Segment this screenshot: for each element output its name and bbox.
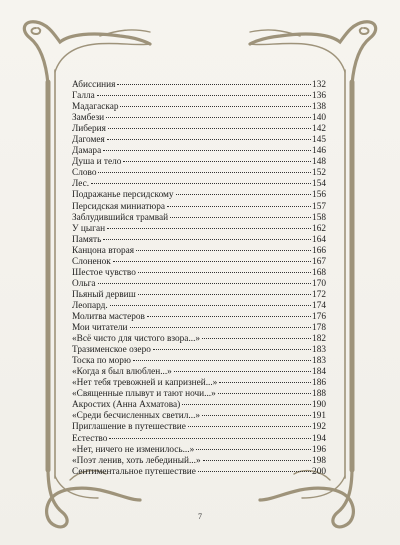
toc-entry-page: 164 <box>312 234 326 245</box>
dot-leader <box>202 338 311 339</box>
toc-entry-page: 162 <box>312 223 326 234</box>
toc-entry <box>72 411 326 422</box>
toc-entry-title: Память <box>72 234 102 245</box>
toc-entry-page: 166 <box>312 245 326 256</box>
dot-leader <box>123 161 311 162</box>
toc-entry <box>72 356 326 367</box>
toc-entry-title: Сентиментальное путешествие <box>72 466 196 477</box>
dot-leader <box>130 327 312 328</box>
toc-entry-page: 182 <box>312 334 326 345</box>
toc-entry <box>72 434 326 445</box>
toc-entry <box>72 345 326 356</box>
toc-entry <box>72 257 326 268</box>
toc-entry-title: «Нет тебя тревожней и капризней...» <box>72 378 218 389</box>
toc-entry-page: 148 <box>312 157 326 168</box>
toc-entry <box>72 146 326 157</box>
toc-entry <box>72 290 326 301</box>
toc-entry <box>72 235 326 246</box>
dot-leader <box>117 84 311 85</box>
toc-entry <box>72 268 326 279</box>
toc-entry <box>72 301 326 312</box>
toc-entry-title: Акростих (Анна Ахматова) <box>72 400 181 411</box>
toc-entry-page: 188 <box>312 389 326 400</box>
toc-entry <box>72 179 326 190</box>
dot-leader <box>176 194 311 195</box>
toc-entry-page: 157 <box>312 201 326 212</box>
toc-entry <box>72 389 326 400</box>
dot-leader <box>97 95 311 96</box>
toc-entry-title: Заблудившийся трамвай <box>72 212 169 223</box>
toc-entry-page: 158 <box>312 212 326 223</box>
toc-entry-title: Мадагаскар <box>72 102 119 113</box>
dot-leader <box>107 139 311 140</box>
toc-entry <box>72 135 326 146</box>
toc-entry <box>72 367 326 378</box>
toc-entry-title: Лес. <box>72 179 90 190</box>
toc-entry <box>72 91 326 102</box>
dot-leader <box>91 183 311 184</box>
toc-entry-title: Канцона вторая <box>72 245 135 256</box>
toc-entry-page: 194 <box>312 433 326 444</box>
dot-leader <box>202 415 311 416</box>
toc-entry-page: 198 <box>312 455 326 466</box>
dot-leader <box>138 294 311 295</box>
toc-entry-title: Дагомея <box>72 135 105 146</box>
toc-entry <box>72 323 326 334</box>
dot-leader <box>120 106 311 107</box>
toc-entry-title: Тразименское озеро <box>72 345 151 356</box>
toc-entry-page: 186 <box>312 378 326 389</box>
toc-entry <box>72 378 326 389</box>
dot-leader <box>147 316 311 317</box>
toc-entry <box>72 202 326 213</box>
toc-entry-page: 154 <box>312 179 326 190</box>
frame-top-right-scroll <box>250 22 376 84</box>
toc-entry <box>72 157 326 168</box>
dot-leader <box>174 371 311 372</box>
toc-entry <box>72 213 326 224</box>
frame-top-left-scroll <box>24 22 150 84</box>
toc-entry-page: 192 <box>312 422 326 433</box>
toc-entry <box>72 279 326 290</box>
toc-entry-title: Ольга <box>72 278 96 289</box>
dot-leader <box>103 150 311 151</box>
toc-entry-title: Молитва мастеров <box>72 311 145 322</box>
toc-entry-title: У цыган <box>72 223 106 234</box>
dot-leader <box>170 217 311 218</box>
toc-entry <box>72 334 326 345</box>
toc-entry-page: 156 <box>312 190 326 201</box>
toc-entry-title: Шестое чувство <box>72 267 136 278</box>
toc-entry-page: 191 <box>312 411 326 422</box>
dot-leader <box>110 305 311 306</box>
toc-entry-title: Дамара <box>72 146 102 157</box>
toc-entry-title: «Поэт ленив, хоть лебединый...» <box>72 455 201 466</box>
dot-leader <box>136 250 311 251</box>
toc-entry-title: «Нет, ничего не изменилось...» <box>72 444 195 455</box>
dot-leader <box>196 449 311 450</box>
toc-entry <box>72 190 326 201</box>
toc-entry-title: «Среди бесчисленных светил...» <box>72 411 201 422</box>
dot-leader <box>153 349 311 350</box>
toc-entry <box>72 113 326 124</box>
toc-entry-page: 132 <box>312 80 326 90</box>
toc-entry-page: 136 <box>312 91 326 102</box>
toc-entry-title: Слово <box>72 168 97 179</box>
toc-entry-page: 142 <box>312 124 326 135</box>
toc-entry-title: Естество <box>72 433 108 444</box>
toc-entry-title: Замбези <box>72 113 105 124</box>
toc-entry <box>72 422 326 433</box>
toc-entry-page: 190 <box>312 400 326 411</box>
toc-entry <box>72 80 326 91</box>
toc-entry <box>72 168 326 179</box>
dot-leader <box>218 393 311 394</box>
toc-entry-title: Персидская миниатюра <box>72 201 166 212</box>
toc-entry-title: Леопард. <box>72 300 108 311</box>
toc-entry-title: «Когда я был влюблен...» <box>72 367 172 378</box>
toc-entry-title: Тоска по морю <box>72 356 131 367</box>
toc-entry-title: Душа и тело <box>72 157 122 168</box>
toc-entry-title: Мои читатели <box>72 323 128 334</box>
toc-entry-title: Пьяный дервиш <box>72 289 136 300</box>
toc-entry-page: 174 <box>312 300 326 311</box>
dot-leader <box>108 128 311 129</box>
dot-leader <box>113 261 311 262</box>
dot-leader <box>107 228 311 229</box>
toc-entry-title: Галла <box>72 91 95 102</box>
toc-entry-page: 178 <box>312 323 326 334</box>
dot-leader <box>106 117 311 118</box>
toc-entry-page: 183 <box>312 356 326 367</box>
toc-entry-page: 184 <box>312 367 326 378</box>
toc-entry-page: 138 <box>312 102 326 113</box>
toc-entry <box>72 445 326 456</box>
toc-entry-page: 168 <box>312 267 326 278</box>
toc-entry-title: Подражанье персидскому <box>72 190 174 201</box>
dot-leader <box>198 471 311 472</box>
toc-entry-page: 170 <box>312 278 326 289</box>
dot-leader <box>103 239 311 240</box>
dot-leader <box>167 206 311 207</box>
toc-entry-title: «Всё чисто для чистого взора...» <box>72 334 201 345</box>
dot-leader <box>203 460 311 461</box>
dot-leader <box>182 404 311 405</box>
dot-leader <box>138 272 311 273</box>
toc-entry-page: 146 <box>312 146 326 157</box>
toc-entry <box>72 456 326 467</box>
toc-entry-page: 196 <box>312 444 326 455</box>
dot-leader <box>98 172 311 173</box>
toc-entry-page: 152 <box>312 168 326 179</box>
toc-entry-title: «Священные плывут и тают ночи...» <box>72 389 216 400</box>
toc-entry <box>72 400 326 411</box>
toc-entry <box>72 124 326 135</box>
toc-entry <box>72 312 326 323</box>
toc-entry <box>72 224 326 235</box>
toc-entry-title: Слоненок <box>72 256 111 267</box>
toc-entry <box>72 467 326 478</box>
dot-leader <box>133 360 311 361</box>
toc-entry-page: 183 <box>312 345 326 356</box>
toc-entry-page: 200 <box>312 466 326 477</box>
toc-entry <box>72 246 326 257</box>
dot-leader <box>219 382 311 383</box>
toc-entry <box>72 102 326 113</box>
toc-entry-page: 140 <box>312 113 326 124</box>
page-number: 7 <box>198 512 202 521</box>
toc-entry-page: 145 <box>312 135 326 146</box>
toc-entry-title: Абиссиния <box>72 80 116 90</box>
table-of-contents <box>72 80 326 478</box>
toc-entry-page: 167 <box>312 256 326 267</box>
dot-leader <box>109 438 311 439</box>
toc-entry-title: Приглашение в путешествие <box>72 422 186 433</box>
toc-entry-page: 176 <box>312 311 326 322</box>
dot-leader <box>98 283 312 284</box>
toc-entry-page: 172 <box>312 289 326 300</box>
toc-entry-title: Либерия <box>72 124 106 135</box>
dot-leader <box>188 426 311 427</box>
